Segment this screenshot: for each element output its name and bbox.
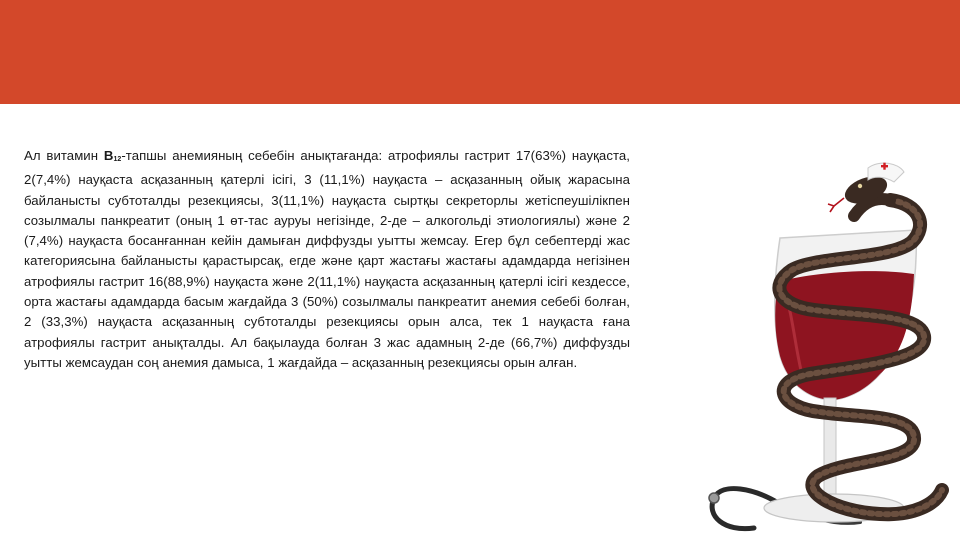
body-text-part1: Ал витамин [24, 148, 104, 163]
snake-wine-glass-icon [684, 160, 960, 540]
vitamin-symbol: $B_{12}$ [103, 148, 122, 163]
header-banner [0, 0, 960, 104]
vitamin-subscript: 12 [113, 156, 122, 163]
body-paragraph [24, 146, 630, 373]
body-text-part2: -тапшы анемияның себебін анықтағанда: атрофиялы гастрит 17(63%) науқаста, 2(7,4%) науқаста асқазанның қатерлі ісігі, 3 (11,1%) науқаста – асқазанның ойық жарасына байланысты субтоталды резекциясы, 3(11,1%) науқаста сыртқы секреторлы жетіспеушілікпен созылмалы панкреатит (оның 1 өт-тас ауруы негізінде, 2-де – алкогольді этиологиялы) және 2 (7,4%) науқаста босанғаннан кейін дамыған диффузды уытты жемсау. Егер бұл себептерді жас категориясына байланысты қарастырсақ, егде және қарт жастағы жастағы адамдарда негізінен атрофиялы гастрит 16(88,9%) науқаста және 2(11,1%) науқаста асқазанның қатерлі ісігі кездессе, орта жастағы адамдарда басым жағдайда 3 (50%) созылмалы панкреатит анемия себебі болған, 2 (33,3%) науқаста асқазанның субтоталды резекциясы орын алса, тек 1 науқаста ғана атрофиялы гастрит анықталды. Ал бақылауда болған 3 жас адамның 2-де (66,7%) диффузды уытты жемсаудан соң анемия дамыса, 1 жағдайда – асқазанның резекциясы орын алған. [24, 148, 631, 370]
